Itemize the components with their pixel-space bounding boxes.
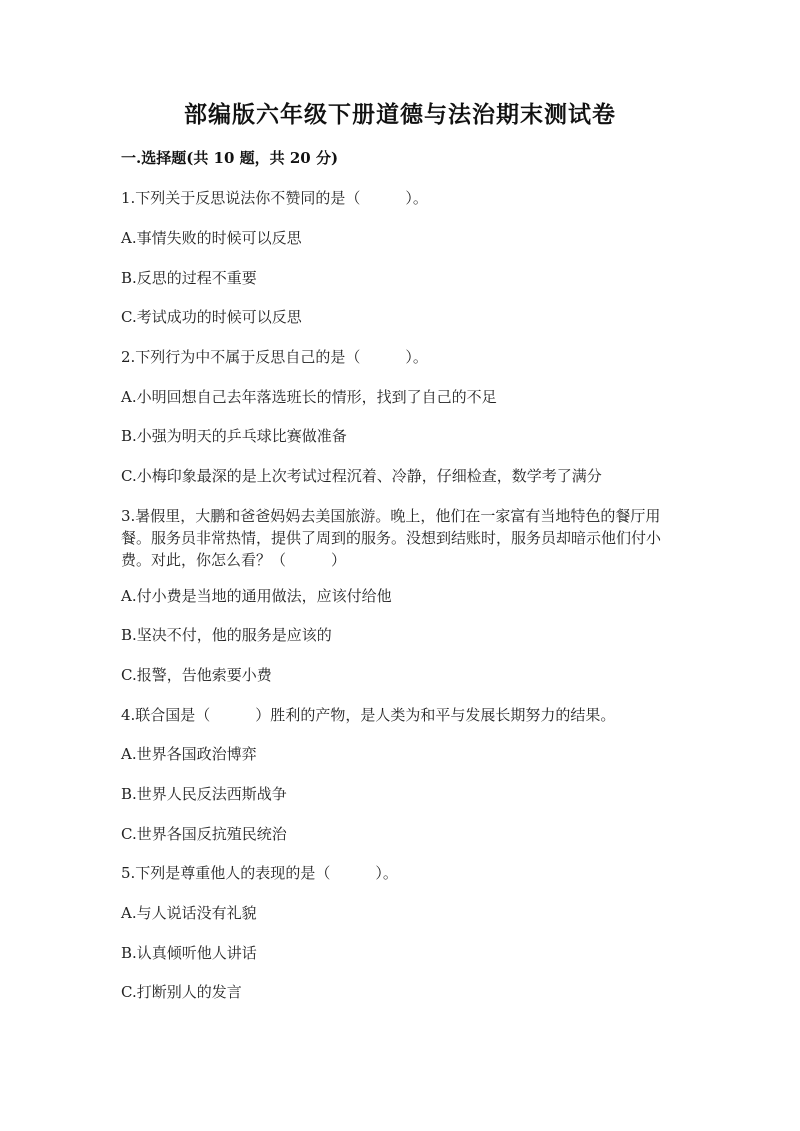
option-b: B.认真倾听他人讲话	[121, 944, 257, 962]
question-stem: 4.联合国是（ ）胜利的产物，是人类为和平与发展长期努力的结果。	[121, 706, 616, 724]
option-c: C.打断别人的发言	[121, 983, 242, 1001]
option-a: A.付小费是当地的通用做法，应该付给他	[121, 587, 392, 605]
option-a: A.小明回想自己去年落选班长的情形，找到了自己的不足	[121, 388, 497, 406]
option-a: A.世界各国政治博弈	[121, 745, 257, 763]
question-stem: 1.下列关于反思说法你不赞同的是（ ）。	[121, 189, 428, 207]
page-title: 部编版六年级下册道德与法治期末测试卷	[184, 101, 616, 128]
option-c: C.世界各国反抗殖民统治	[121, 825, 287, 843]
option-b: B.小强为明天的乒乓球比赛做准备	[121, 427, 347, 445]
question-stem: 5.下列是尊重他人的表现的是（ ）。	[121, 864, 398, 882]
option-c: C.考试成功的时候可以反思	[121, 308, 302, 326]
option-b: B.坚决不付，他的服务是应该的	[121, 626, 332, 644]
question-stem: 3.暑假里，大鹏和爸爸妈妈去美国旅游。晚上，他们在一家富有当地特色的餐厅用餐。服务员非常热情，提供了周到的服务。没想到结账时，服务员却暗示他们付小费。对此，你怎么看？（ ）	[121, 507, 662, 569]
option-c: C.报警，告他索要小费	[121, 666, 272, 684]
option-b: B.反思的过程不重要	[121, 269, 257, 287]
option-a: A.与人说话没有礼貌	[121, 904, 257, 922]
option-c: C.小梅印象最深的是上次考试过程沉着、冷静，仔细检查，数学考了满分	[121, 467, 602, 485]
section-heading: 一.选择题(共 10 题，共 20 分)	[121, 149, 339, 167]
question-stem: 2.下列行为中不属于反思自己的是（ ）。	[121, 348, 428, 366]
option-b: B.世界人民反法西斯战争	[121, 785, 287, 803]
option-a: A.事情失败的时候可以反思	[121, 229, 302, 247]
